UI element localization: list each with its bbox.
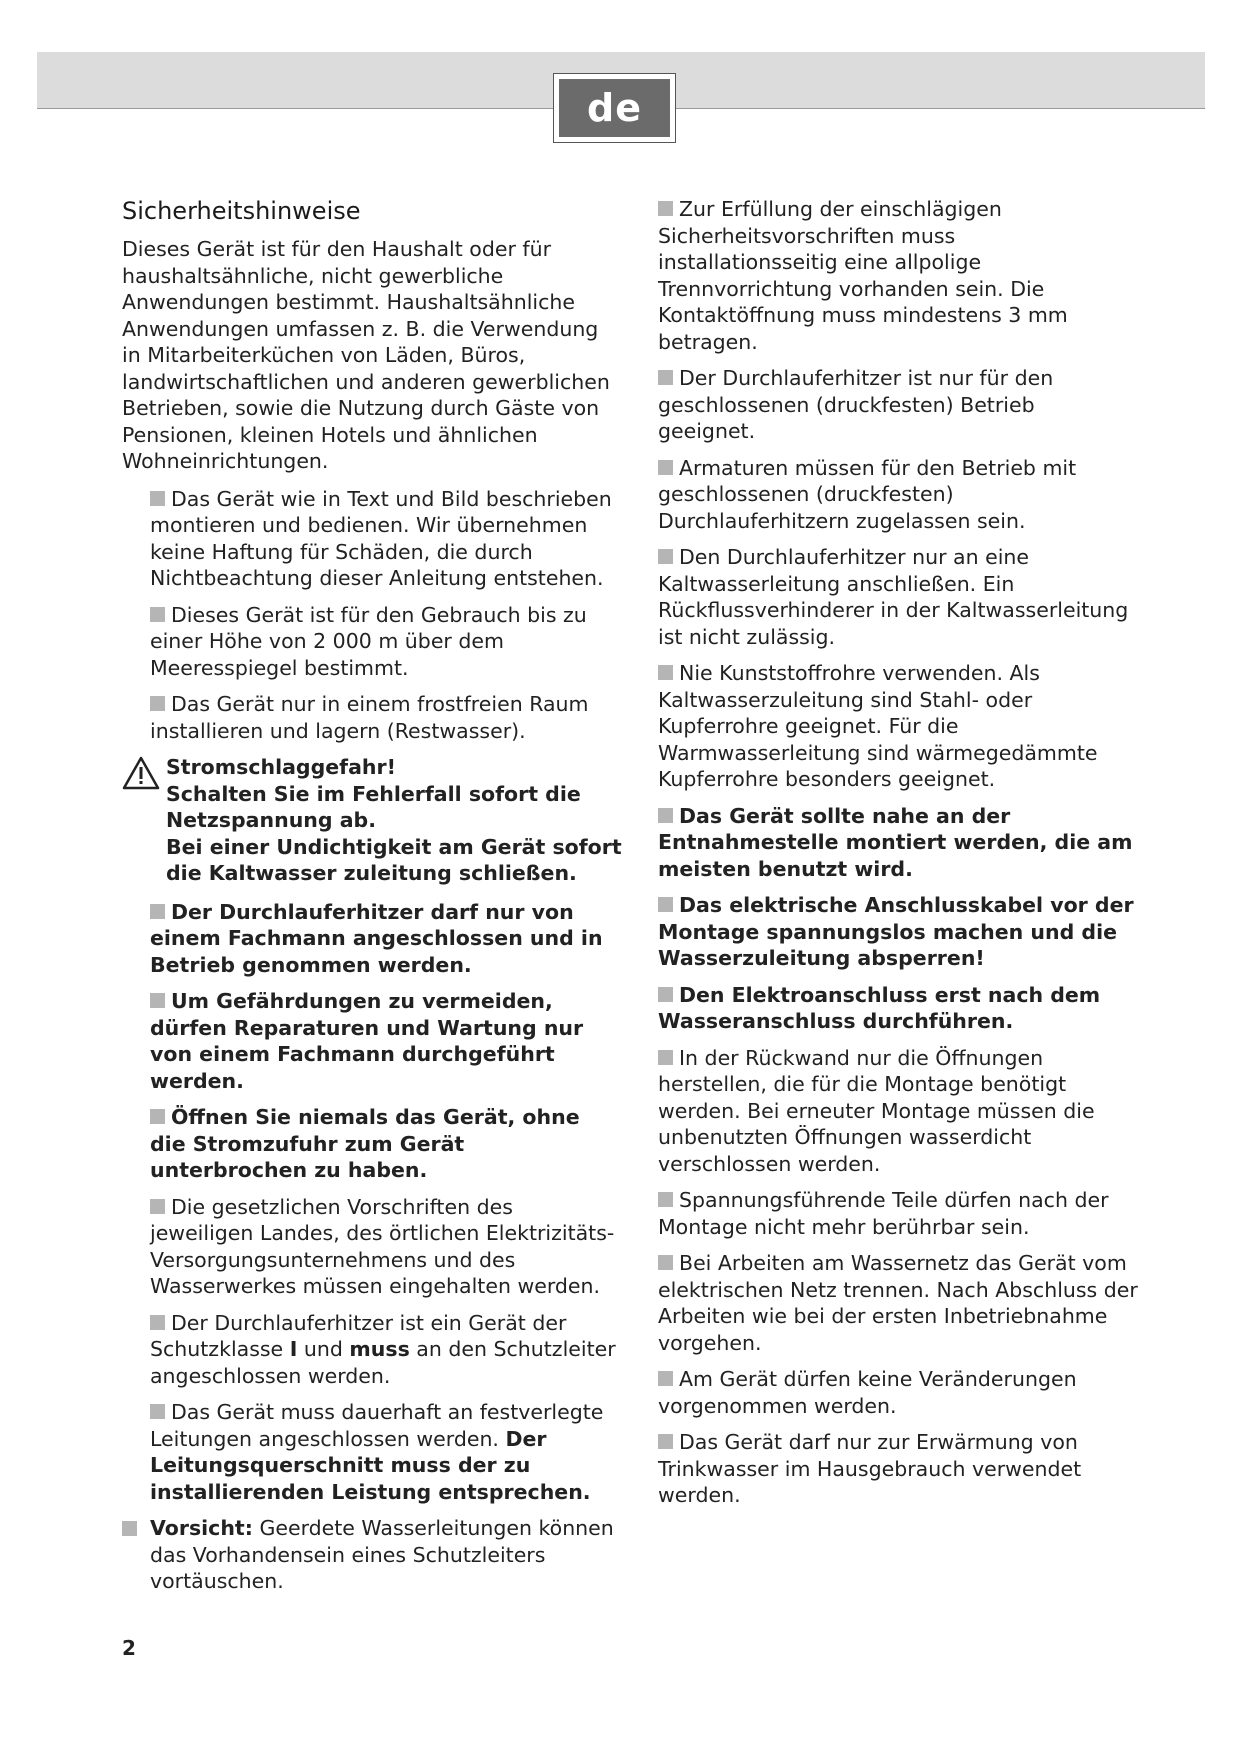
list-item: Den Elektroanschluss erst nach dem Wasseranschluss durchführen. — [658, 982, 1101, 1033]
bullet-square-icon — [658, 1434, 673, 1449]
list-item: Die gesetzlichen Vorschriften des jeweiligen Landes, des örtlichen Elektrizitäts-Versorgungsunternehmens und des Wasserwerkes müssen eingehalten werden. — [150, 1194, 615, 1298]
bullet-square-icon — [658, 1371, 673, 1386]
bullet-square-icon — [150, 607, 165, 622]
bullet-square-icon — [658, 1192, 673, 1207]
section-title: Sicherheitshinweise — [122, 197, 361, 225]
list-item: Das Gerät wie in Text und Bild beschrieben montieren und bedienen. Wir übernehmen keine Haftung für Schäden, die durch Nichtbeachtung dieser Anleitung entstehen. — [150, 486, 612, 590]
list-item: Der Durchlauferhitzer ist ein Gerät der Schutzklasse I und muss an den Schutzleiter angeschlossen werden. — [150, 1310, 616, 1388]
list-item: Um Gefährdungen zu vermeiden, dürfen Reparaturen und Wartung nur von einem Fachmann durchgeführt werden. — [150, 989, 584, 1093]
bullet-square-icon — [122, 1521, 137, 1536]
bullet-square-icon — [658, 808, 673, 823]
list-item: Armaturen müssen für den Betrieb mit geschlossenen (druckfesten) Durchlauferhitzern zugelassen sein. — [658, 455, 1077, 533]
bullet-square-icon — [658, 897, 673, 912]
list-item: Das Gerät darf nur zur Erwärmung von Trinkwasser im Hausgebrauch verwendet werden. — [658, 1430, 1082, 1507]
caution-item: Vorsicht: Geerdete Wasserleitungen können das Vorhandensein eines Schutzleiters vortäuschen. — [122, 1515, 622, 1595]
list-item: Das elektrische Anschlusskabel vor der Montage spannungslos machen und die Wasserzuleitung absperren! — [658, 893, 1134, 970]
warning-triangle-icon — [122, 756, 160, 790]
warning-line: Schalten Sie im Fehlerfall sofort die Netzspannung ab. — [166, 781, 581, 832]
bullet-square-icon — [150, 1109, 165, 1124]
list-item: Das Gerät muss dauerhaft an festverlegte Leitungen angeschlossen werden. Der Leitungsquerschnitt muss der zu installierenden Leistung entsprechen. — [150, 1400, 604, 1504]
bullet-square-icon — [658, 1050, 673, 1065]
right-column — [658, 196, 1138, 1519]
list-item: Der Durchlauferhitzer ist nur für den geschlossenen (druckfesten) Betrieb geeignet. — [658, 366, 1054, 443]
bullet-square-icon — [658, 987, 673, 1002]
bullet-square-icon — [150, 1404, 165, 1419]
bullet-square-icon — [150, 1199, 165, 1214]
list-item: Nie Kunststoffrohre verwenden. Als Kaltwasserzuleitung sind Stahl- oder Kupferrohre geeignet. Für die Warmwasserleitung sind wärmegedämmte Kupferrohre besonders geeignet. — [658, 661, 1098, 791]
bullet-square-icon — [658, 460, 673, 475]
list-item: In der Rückwand nur die Öffnungen herstellen, die für die Montage benötigt werden. Bei erneuter Montage müssen die unbenutzten Öffnungen wasserdicht verschlossen werden. — [658, 1045, 1095, 1176]
list-item: Öffnen Sie niemals das Gerät, ohne die Stromzufuhr zum Gerät unterbrochen zu haben. — [150, 1105, 580, 1182]
page-number: 2 — [122, 1636, 136, 1660]
list-item: Spannungsführende Teile dürfen nach der Montage nicht mehr berührbar sein. — [658, 1188, 1109, 1239]
bullet-square-icon — [150, 696, 165, 711]
intro-paragraph: Dieses Gerät ist für den Haushalt oder für haushaltsähnliche, nicht gewerbliche Anwendungen bestimmt. Haushaltsähnliche Anwendungen umfassen z. B. die Verwendung in Mitarbeiterküchen von Läden, Büros, landwirtschaftlichen und anderen gewerblichen Betrieben, sowie die Nutzung durch Gäste von Pensionen, kleinen Hotels und ähnlichen Wohneinrichtungen. — [122, 237, 610, 473]
language-tab — [553, 73, 676, 143]
bullet-square-icon — [658, 370, 673, 385]
electric-shock-warning — [122, 754, 622, 887]
list-item: Der Durchlauferhitzer darf nur von einem Fachmann angeschlossen und in Betrieb genommen werden. — [150, 899, 603, 977]
bullet-square-icon — [150, 1315, 165, 1330]
bullet-square-icon — [658, 665, 673, 680]
bullet-square-icon — [150, 491, 165, 506]
warning-title: Stromschlaggefahr! — [166, 755, 396, 779]
bullet-square-icon — [658, 201, 673, 216]
caution-label: Vorsicht: — [150, 1516, 253, 1540]
bullet-square-icon — [658, 549, 673, 564]
list-item: Zur Erfüllung der einschlägigen Sicherheitsvorschriften muss installationsseitig eine allpolige Trennvorrichtung vorhanden sein. Die Kontaktöffnung muss mindestens 3 mm betragen. — [658, 197, 1068, 354]
bullet-square-icon — [658, 1255, 673, 1270]
bullet-square-icon — [150, 904, 165, 919]
language-code: de — [559, 79, 670, 137]
list-item: Bei Arbeiten am Wassernetz das Gerät vom elektrischen Netz trennen. Nach Abschluss der Arbeiten wie bei der ersten Inbetriebnahme vorgehen. — [658, 1251, 1138, 1355]
bullet-square-icon — [150, 993, 165, 1008]
warning-line: Bei einer Undichtigkeit am Gerät sofort die Kaltwasser zuleitung schließen. — [166, 834, 622, 885]
left-column — [122, 196, 622, 1605]
list-item: Dieses Gerät ist für den Gebrauch bis zu einer Höhe von 2 000 m über dem Meeresspiegel bestimmt. — [150, 602, 587, 680]
list-item: Das Gerät sollte nahe an der Entnahmestelle montiert werden, die am meisten benutzt wird. — [658, 803, 1133, 881]
list-item: Am Gerät dürfen keine Veränderungen vorgenommen werden. — [658, 1367, 1077, 1418]
list-item: Das Gerät nur in einem frostfreien Raum installieren und lagern (Restwasser). — [150, 692, 589, 743]
list-item: Den Durchlauferhitzer nur an eine Kaltwasserleitung anschließen. Ein Rückflussverhinderer in der Kaltwasserleitung ist nicht zulässig. — [658, 545, 1129, 649]
